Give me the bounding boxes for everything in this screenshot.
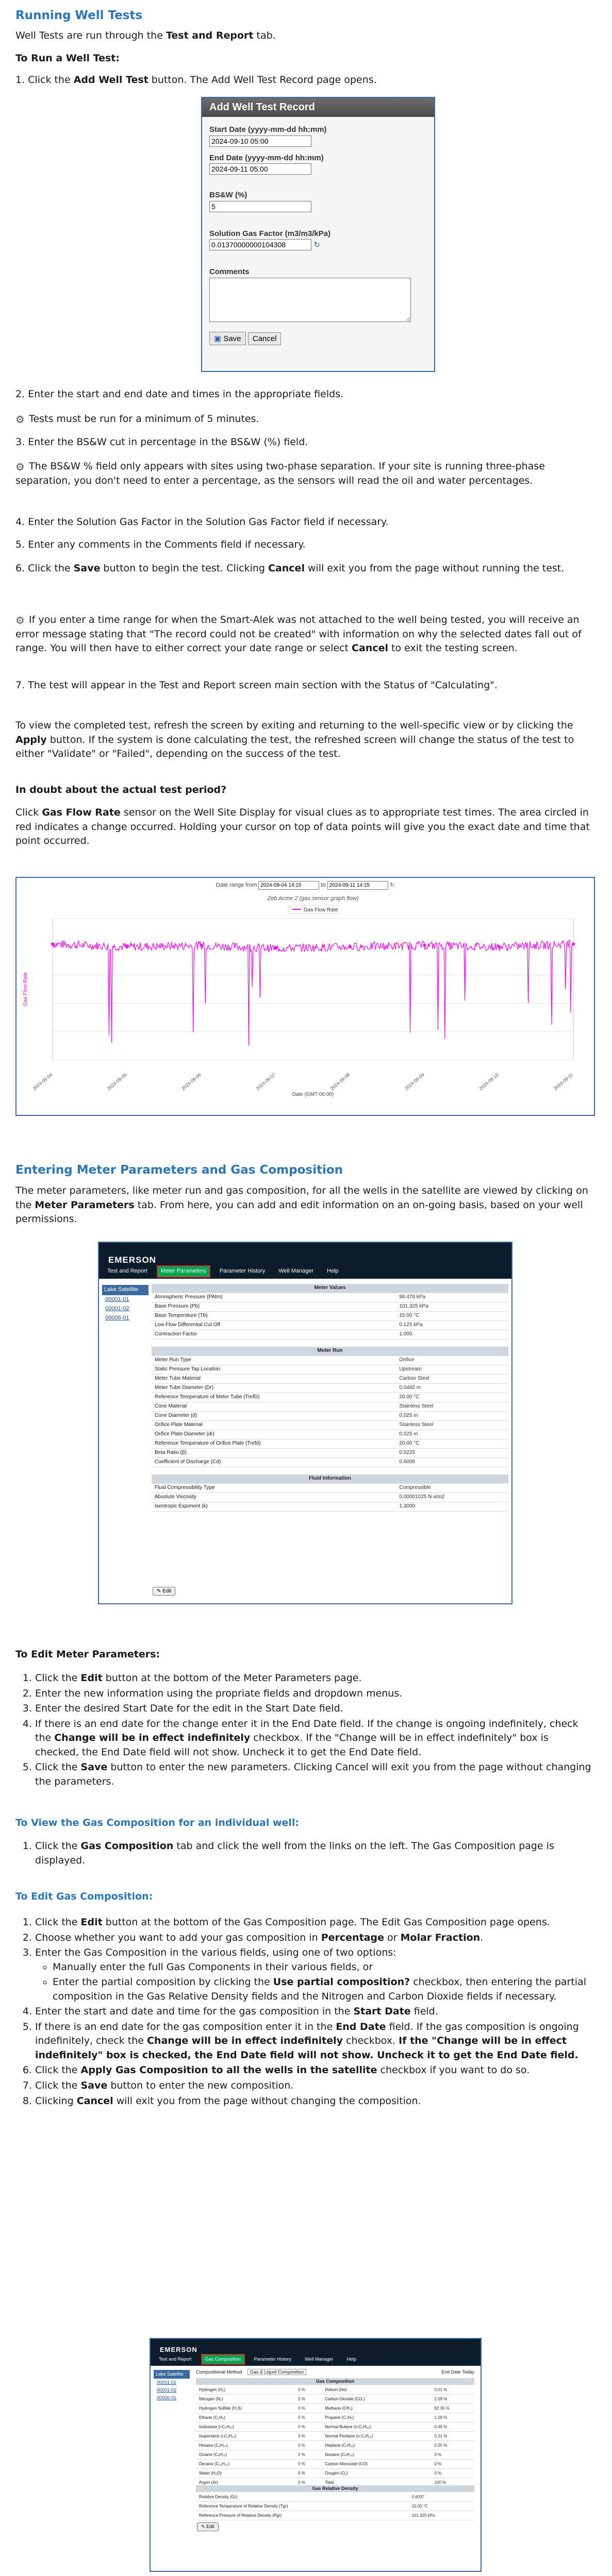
doubt-text: Click Gas Flow Rate sensor on the Well Site Display for visual clues as to appropriate test times. The area circled in red indicates a change occurred. Holding your cursor on top of data points will give you the exact date and time that point occurred. bbox=[15, 807, 590, 847]
param-name: Reference Temperature of Relative Density (Tgr) bbox=[196, 2502, 409, 2511]
x-tick-label: 2024-09-05 bbox=[106, 1072, 128, 1092]
chart-title: Zeb Acme 2 (gas sensor graph flow) bbox=[267, 895, 359, 902]
table-row bbox=[196, 2404, 474, 2413]
end-date-label: End Date Today bbox=[441, 2369, 474, 2375]
param-name: Relative Density (Gr) bbox=[196, 2493, 409, 2502]
param-name: Reference Temperature of Orifice Plate (Trefd) bbox=[152, 1439, 396, 1449]
table-row bbox=[196, 2511, 474, 2520]
table-row bbox=[196, 2385, 474, 2395]
sidebar-well-link[interactable]: 00001-01 bbox=[157, 2380, 177, 2385]
table-row bbox=[152, 1458, 508, 1467]
section-heading-meter: Entering Meter Parameters and Gas Composition bbox=[15, 1163, 343, 1177]
chart-svg bbox=[16, 890, 592, 1106]
gas-step-3a: ◦ Manually enter the full Gas Components in their various fields, or bbox=[53, 1960, 592, 1975]
step-1: 1. Click the Add Well Test button. The Add Well Test Record page opens. bbox=[15, 74, 377, 86]
step-3: 3. Enter the BS&W cut in percentage in the BS&W (%) field. bbox=[15, 436, 308, 448]
data-point bbox=[125, 945, 128, 948]
table-row bbox=[196, 2469, 474, 2478]
table-row bbox=[152, 1302, 508, 1312]
component-value: 0 % bbox=[295, 2404, 322, 2413]
step-6: 6. Click the Save button to begin the test. Clicking Cancel will exit you from the page without running the test. bbox=[15, 563, 565, 574]
section-title: Meter Values bbox=[152, 1284, 508, 1293]
component-value: 0 % bbox=[431, 2450, 474, 2460]
meter-parameters-table bbox=[152, 1284, 508, 1512]
end-date-input[interactable] bbox=[209, 163, 311, 175]
well-sidebar bbox=[102, 1285, 148, 1323]
param-name: Base Pressure (Pb) bbox=[152, 1302, 396, 1312]
cancel-button[interactable]: Cancel bbox=[248, 332, 282, 345]
gas-step-4: 4. Enter the start and date and time for the gas composition in the Start Date field. bbox=[35, 2005, 592, 2019]
component-value: 0.25 % bbox=[431, 2441, 474, 2450]
table-row bbox=[152, 1365, 508, 1375]
section-title: Fluid Information bbox=[152, 1475, 508, 1484]
component-value: 0.01 % bbox=[431, 2385, 474, 2395]
table-row bbox=[152, 1384, 508, 1393]
bsw-input[interactable] bbox=[209, 201, 311, 212]
component-name: Isopentane (i-C₅H₁₂) bbox=[196, 2432, 295, 2441]
x-tick-label: 2024-09-06 bbox=[180, 1072, 202, 1092]
gas-step-7: 7. Click the Save button to enter the new composition. bbox=[35, 2079, 592, 2093]
edit-button[interactable] bbox=[197, 2522, 219, 2531]
param-value: 0.025 m bbox=[396, 1430, 508, 1439]
tab-well-manager[interactable]: Well Manager bbox=[305, 2356, 334, 2362]
component-name: Decane (C₁₀H₂₂) bbox=[196, 2460, 295, 2469]
param-name: Cone Diameter (d) bbox=[152, 1412, 396, 1421]
x-tick-label: 2024-09-04 bbox=[31, 1072, 54, 1092]
tab-well-manager[interactable]: Well Manager bbox=[278, 1268, 313, 1275]
table-row bbox=[152, 1356, 508, 1365]
sidebar-well-link[interactable]: 00001-02 bbox=[105, 1305, 129, 1312]
tab-gas-composition[interactable]: Gas Composition bbox=[202, 2355, 244, 2364]
param-value: 15.00 °C bbox=[396, 1312, 508, 1321]
table-row bbox=[152, 1293, 508, 1302]
param-value: 98.476 kPa bbox=[396, 1293, 508, 1302]
gear-icon: ⚙ bbox=[15, 461, 25, 473]
edit-step bbox=[35, 1702, 592, 1716]
component-name: Argon (Ar) bbox=[196, 2478, 295, 2487]
comments-label: Comments bbox=[209, 267, 250, 276]
table-row bbox=[196, 2422, 474, 2432]
y-axis-label: Gas Flow Rate bbox=[23, 972, 28, 1007]
gas-step-1: 1. Click the Edit button at the bottom of the Gas Composition page. The Edit Gas Composition page opens. bbox=[35, 1916, 592, 1930]
edit-step bbox=[35, 1717, 592, 1760]
step-text: checkbox. If the "Change will be in effect indefinitely" box is checked, the End Date field will not show. Uncheck it to get the End Date field. bbox=[35, 1732, 549, 1758]
table-row bbox=[196, 2502, 474, 2511]
table-row bbox=[196, 2441, 474, 2450]
component-name: Propane (C₃H₈) bbox=[322, 2413, 431, 2422]
component-value: 0 % bbox=[295, 2441, 322, 2450]
component-value: 0 % bbox=[295, 2422, 322, 2432]
table-row bbox=[152, 1312, 508, 1321]
step-bold: Edit bbox=[80, 1672, 103, 1684]
emerson-logo: EMERSON bbox=[160, 2346, 197, 2353]
gas-indiv-step: 1. Click the Gas Composition tab and click the well from the links on the left. The Gas Composition page is displayed. bbox=[35, 1839, 592, 1868]
param-name: Fluid Compressibility Type bbox=[152, 1484, 396, 1493]
sidebar-well-link[interactable]: 00001-02 bbox=[157, 2387, 177, 2393]
param-name: Meter Tube Material bbox=[152, 1375, 396, 1384]
gas-composition-screenshot bbox=[150, 2338, 482, 2572]
component-value: 0 % bbox=[295, 2432, 322, 2441]
to-run-heading: To Run a Well Test: bbox=[15, 53, 120, 64]
add-well-test-dialog bbox=[201, 97, 435, 372]
component-name: Nonane (C₉H₂₀) bbox=[322, 2450, 431, 2460]
gas-indiv-heading: To View the Gas Composition for an individual well: bbox=[15, 1817, 300, 1828]
method-label: Compositional Method bbox=[196, 2369, 242, 2375]
step-5: 5. Enter any comments in the Comments field if necessary. bbox=[15, 539, 306, 550]
component-value: 0 % bbox=[295, 2450, 322, 2460]
param-name: Reference Pressure of Relative Density (Pgr) bbox=[196, 2511, 409, 2520]
component-value: 0 % bbox=[295, 2385, 322, 2395]
dialog-title: Add Well Test Record bbox=[202, 98, 434, 117]
param-name: Static Pressure Tap Location bbox=[152, 1365, 396, 1375]
data-point bbox=[498, 945, 501, 948]
table-row bbox=[152, 1493, 508, 1502]
table-row bbox=[152, 1421, 508, 1430]
step-4: 4. Enter the Solution Gas Factor in the Solution Gas Factor field if necessary. bbox=[15, 516, 389, 528]
section-row bbox=[152, 1475, 508, 1484]
x-tick-label: 2024-09-08 bbox=[329, 1072, 351, 1092]
meter-parameters-screenshot bbox=[98, 1242, 512, 1604]
data-point bbox=[51, 942, 54, 945]
step-2: 2. Enter the start and end date and times in the appropriate fields. bbox=[15, 388, 344, 400]
note-bsw: ⚙ The BS&W % field only appears with sites using two-phase separation. If your site is running three-phase separation, you don't need to enter a percentage, as the sensors will read the oil and water percentages. bbox=[15, 461, 545, 486]
gas-step-2: 2. Choose whether you want to add your gas composition in Percentage or Molar Fraction. bbox=[35, 1931, 592, 1945]
table-row bbox=[152, 1393, 508, 1402]
component-value: 100 % bbox=[431, 2478, 474, 2487]
param-value: 1.000 bbox=[396, 1330, 508, 1340]
step-text: button at the bottom of the Meter Parameters page. bbox=[102, 1672, 362, 1684]
component-name: Oxygen (O₂) bbox=[322, 2469, 431, 2478]
gas-edit-list bbox=[15, 1916, 592, 2109]
param-name: Reference Temperature of Meter Tube (TrefD) bbox=[152, 1393, 396, 1402]
component-name: Helium (He) bbox=[322, 2385, 431, 2395]
component-name: Normal Butane (n-C₄H₁₀) bbox=[322, 2422, 431, 2432]
note-time-range: ⚙ If you enter a time range for when the Smart-Alek was not attached to the well being tested, you will receive an error message stating that "The record could not be created" with information on why the selected dates fall out of range. You will then have to either correct your date range or select Cancel to exit the testing screen. bbox=[15, 614, 582, 654]
x-axis-label: Date (GMT-06:00) bbox=[292, 1092, 334, 1097]
table-row bbox=[152, 1449, 508, 1458]
step-text: Enter the new information using the propriate fields and dropdown menus. bbox=[35, 1687, 403, 1699]
table-row bbox=[196, 2460, 474, 2469]
sidebar-well-link[interactable]: 00006-01 bbox=[105, 1314, 129, 1321]
param-name: Contraction Factor bbox=[152, 1330, 396, 1340]
tab-bar bbox=[104, 1266, 342, 1277]
method-bar bbox=[196, 2369, 474, 2376]
param-name: Base Temperature (Tb) bbox=[152, 1312, 396, 1321]
component-value: 0.49 % bbox=[431, 2422, 474, 2432]
param-name: Beta Ratio (β) bbox=[152, 1449, 396, 1458]
param-value: Stainless Steel bbox=[396, 1402, 508, 1412]
edit-label: Edit bbox=[206, 2524, 214, 2529]
param-value: Carbon Steel bbox=[396, 1375, 508, 1384]
table-row bbox=[152, 1402, 508, 1412]
edit-icon: ✎ bbox=[201, 2524, 205, 2529]
component-name: Isobutane (i-C₄H₁₀) bbox=[196, 2422, 295, 2432]
gas-edit-heading: To Edit Gas Composition: bbox=[15, 1891, 153, 1902]
step-text: button to enter the new parameters. Clicking Cancel will exit you from the page without changing the parameters. bbox=[35, 1761, 591, 1787]
x-tick-label: 2024-09-10 bbox=[478, 1072, 500, 1092]
param-value: 0.025 m bbox=[396, 1412, 508, 1421]
table-row bbox=[196, 2493, 474, 2502]
param-value: 1.3000 bbox=[396, 1502, 508, 1512]
gas-flow-chart-panel bbox=[15, 877, 595, 1116]
component-name: Octane (C₈H₁₈) bbox=[196, 2450, 295, 2460]
gas-section-title: Gas Composition bbox=[196, 2378, 474, 2385]
param-name: Coefficient of Discharge (Cd) bbox=[152, 1458, 396, 1467]
gas-indiv-list bbox=[15, 1839, 592, 1869]
doubt-heading: In doubt about the actual test period? bbox=[15, 784, 227, 795]
component-name: Ethane (C₂H₆) bbox=[196, 2413, 295, 2422]
view-completed: To view the completed test, refresh the screen by exiting and returning to the well-specific view or by clicking the Apply button. If the system is done calculating the test, the refreshed screen will change the status of the test to either "Validate" or "Failed", depending on the success of the test. bbox=[15, 720, 574, 760]
tab-parameter-history[interactable]: Parameter History bbox=[254, 2356, 292, 2362]
component-name: Methane (CH₄) bbox=[322, 2404, 431, 2413]
table-row bbox=[152, 1375, 508, 1384]
well-sidebar bbox=[154, 2370, 190, 2402]
component-value: 0 % bbox=[295, 2478, 322, 2487]
gas-step-8: 8. Clicking Cancel will exit you from the page without changing the composition. bbox=[35, 2094, 592, 2109]
component-value: 0.21 % bbox=[431, 2432, 474, 2441]
param-value: Compressible bbox=[396, 1484, 508, 1493]
component-value: 0 % bbox=[295, 2413, 322, 2422]
app-header bbox=[151, 2339, 481, 2366]
param-value: 101.325 kPa bbox=[409, 2511, 474, 2520]
satellite-label[interactable]: Lake Satellite bbox=[154, 2370, 190, 2379]
component-name: Nitrogen (N₂) bbox=[196, 2395, 295, 2404]
param-value: 0.00001025 N·s/m2 bbox=[396, 1493, 508, 1502]
data-point bbox=[423, 944, 426, 947]
data-point bbox=[349, 945, 352, 948]
gas-step-6: 6. Click the Apply Gas Composition to all the wells in the satellite checkbox if you want to do so. bbox=[35, 2063, 592, 2078]
data-point bbox=[200, 944, 203, 947]
component-name: Hydrogen Sulfide (H₂S) bbox=[196, 2404, 295, 2413]
step-text: If there is an end date for the change enter it in the End Date field. If the change is ongoing indefinitely, check the bbox=[35, 1718, 578, 1744]
to-input[interactable] bbox=[327, 881, 388, 890]
param-value: Orifice bbox=[396, 1356, 508, 1365]
start-date-input[interactable] bbox=[209, 135, 311, 147]
from-input[interactable] bbox=[258, 881, 319, 890]
component-name: Carbon Monoxide (CO) bbox=[322, 2460, 431, 2469]
x-tick-label: 2024-09-11 bbox=[553, 1072, 574, 1091]
param-value: 20.00 °C bbox=[396, 1439, 508, 1449]
param-name: Absolute Viscosity bbox=[152, 1493, 396, 1502]
spacer bbox=[152, 1340, 508, 1347]
component-value: 92.35 % bbox=[431, 2404, 474, 2413]
to-label: to bbox=[321, 882, 326, 888]
sidebar-well-link[interactable]: 00001-01 bbox=[105, 1296, 129, 1302]
tab-test-and-report[interactable]: Test and Report bbox=[159, 2356, 192, 2362]
param-value: 20.00 °C bbox=[396, 1393, 508, 1402]
tab-meter-parameters[interactable]: Meter Parameters bbox=[158, 1266, 209, 1277]
param-value: 0.125 kPa bbox=[396, 1321, 508, 1330]
edit-step bbox=[35, 1687, 592, 1701]
meter-intro: The meter parameters, like meter run and gas composition, for all the wells in the satellite are viewed by clicking on the Meter Parameters tab. From here, you can add and edit information on an on-going basis, based on your well permissions. bbox=[15, 1185, 588, 1225]
sgf-label: Solution Gas Factor (m3/m3/kPa) bbox=[209, 229, 331, 238]
sgf-input[interactable] bbox=[209, 239, 311, 250]
tab-parameter-history[interactable]: Parameter History bbox=[219, 1268, 266, 1275]
component-name: Carbon Dioxide (CO₂) bbox=[322, 2395, 431, 2404]
component-name: Total bbox=[322, 2478, 431, 2487]
from-label: Date range from bbox=[216, 882, 257, 888]
param-value: 101.325 kPa bbox=[396, 1302, 508, 1312]
satellite-label[interactable]: Lake Satellite bbox=[102, 1285, 148, 1295]
section-row bbox=[152, 1347, 508, 1356]
component-name: Heptane (C₇H₁₆) bbox=[322, 2441, 431, 2450]
plot-area bbox=[53, 919, 573, 1060]
section-row bbox=[152, 1284, 508, 1293]
component-value: 0 % bbox=[295, 2395, 322, 2404]
param-name: Atmospheric Pressure (PAtm) bbox=[152, 1293, 396, 1302]
param-name: Isentropic Exponent (k) bbox=[152, 1502, 396, 1512]
table-row bbox=[196, 2432, 474, 2441]
refresh-icon[interactable]: ↻ bbox=[313, 241, 320, 250]
component-value: 0 % bbox=[295, 2460, 322, 2469]
component-name: Water (H₂O) bbox=[196, 2469, 295, 2478]
param-name: Meter Run Type bbox=[152, 1356, 396, 1365]
component-value: 0 % bbox=[431, 2469, 474, 2478]
step-7: 7. The test will appear in the Test and Report screen main section with the Status of "Calculating". bbox=[15, 680, 498, 691]
x-tick-label: 2024-09-07 bbox=[255, 1072, 277, 1092]
tab-bar bbox=[156, 2355, 359, 2364]
edit-step bbox=[35, 1760, 592, 1789]
table-row bbox=[152, 1430, 508, 1439]
table-row bbox=[196, 2413, 474, 2422]
gear-icon: ⚙ bbox=[15, 614, 25, 626]
component-name: Normal Pentane (n-C₅H₁₂) bbox=[322, 2432, 431, 2441]
param-name: Meter Tube Diameter (Dr) bbox=[152, 1384, 396, 1393]
gas-step-3: 3. Enter the Gas Composition in the various fields, using one of two options: ◦ Manually enter the full Gas Components in their various fields, or ◦ Enter the partial composition by clicking the Use partial composition? checkbox, then entering the partial composition in the Gas Relative Density fields and the Nitrogen and Carbon Dioxide fields if necessary. bbox=[35, 1946, 592, 2004]
edit-icon: ✎ bbox=[157, 1588, 161, 1594]
table-row bbox=[152, 1412, 508, 1421]
data-point bbox=[572, 942, 575, 945]
gas-step-3b: ◦ Enter the partial composition by clicking the Use partial composition? checkbox, then entering the partial composition in the Gas Relative Density fields and the Nitrogen and Carbon Dioxide fields if necessary. bbox=[53, 1975, 592, 2004]
save-icon: ▣ bbox=[214, 334, 222, 343]
step-text: Enter the desired Start Date for the edit in the Start Date field. bbox=[35, 1703, 343, 1715]
param-value: 0.5225 bbox=[396, 1449, 508, 1458]
to-edit-heading: To Edit Meter Parameters: bbox=[15, 1649, 160, 1660]
start-date-label: Start Date (yyyy-mm-dd hh:mm) bbox=[209, 125, 327, 134]
edit-step bbox=[35, 1671, 592, 1686]
x-tick-label: 2024-09-09 bbox=[404, 1072, 425, 1092]
component-value: 2.09 % bbox=[431, 2395, 474, 2404]
param-name: Cone Material bbox=[152, 1402, 396, 1412]
step-text: Click the bbox=[35, 1672, 81, 1684]
save-button[interactable] bbox=[209, 332, 246, 345]
param-value: Stainless Steel bbox=[396, 1421, 508, 1430]
tab-help[interactable]: Help bbox=[327, 1268, 339, 1275]
param-name: Low Flow Differential Cut Off bbox=[152, 1321, 396, 1330]
param-value: 0.6000 bbox=[396, 1458, 508, 1467]
component-name: Hexane (C₆H₁₄) bbox=[196, 2441, 295, 2450]
tab-test-and-report[interactable]: Test and Report bbox=[107, 1268, 147, 1275]
tab-help[interactable]: Help bbox=[346, 2356, 356, 2362]
component-value: 0 % bbox=[295, 2469, 322, 2478]
gas-density-title: Gas Relative Density bbox=[196, 2485, 474, 2492]
save-label: Save bbox=[223, 334, 241, 343]
param-value: 0.0482 m bbox=[396, 1384, 508, 1393]
step-text: Click the bbox=[35, 1761, 81, 1773]
gear-icon: ⚙ bbox=[15, 413, 25, 426]
section-title: Meter Run bbox=[152, 1347, 508, 1356]
param-value: 15.00 °C bbox=[409, 2502, 474, 2511]
gas-density-table bbox=[196, 2493, 474, 2520]
table-row bbox=[152, 1502, 508, 1512]
table-row bbox=[152, 1439, 508, 1449]
section-heading-running: Running Well Tests bbox=[15, 9, 143, 22]
edit-steps-list bbox=[15, 1671, 592, 1790]
component-value: 1.28 % bbox=[431, 2413, 474, 2422]
param-value: 0.6037 bbox=[409, 2493, 474, 2502]
app-header bbox=[99, 1243, 511, 1279]
step-bold: Change will be in effect indefinitely bbox=[54, 1732, 251, 1744]
note-minimum: ⚙ Tests must be run for a minimum of 5 minutes. bbox=[15, 413, 259, 426]
running-intro: Well Tests are run through the Test and Report tab. bbox=[15, 30, 276, 41]
table-row bbox=[152, 1321, 508, 1330]
data-point bbox=[274, 947, 277, 950]
step-bold: Save bbox=[80, 1761, 108, 1773]
spacer bbox=[152, 1467, 508, 1475]
emerson-logo: EMERSON bbox=[108, 1255, 156, 1265]
date-range-bar bbox=[16, 878, 594, 890]
table-row bbox=[152, 1484, 508, 1493]
param-name: Orifice Plate Material bbox=[152, 1421, 396, 1430]
param-value: Upstream bbox=[396, 1365, 508, 1375]
method-select[interactable]: Gas & Liquid Composition bbox=[247, 2369, 306, 2375]
gas-composition-table bbox=[196, 2385, 474, 2487]
sidebar-well-link[interactable]: 00006-01 bbox=[157, 2395, 177, 2401]
refresh-icon[interactable]: ↻ bbox=[389, 882, 395, 888]
edit-button[interactable] bbox=[153, 1587, 175, 1596]
table-row bbox=[196, 2450, 474, 2460]
component-value: 0 % bbox=[431, 2460, 474, 2469]
comments-input[interactable] bbox=[209, 278, 411, 322]
gas-step-5: 5. If there is an end date for the gas composition enter it in the End Date field. If the gas composition is ongoing indefinitely, check the Change will be in effect indefinitely checkbox. If the "Change will be in effect indefinitely" box is checked, the End Date field will not show. Uncheck it to get the End Date field. bbox=[35, 2020, 592, 2063]
param-name: Orifice Plate Diameter (dr) bbox=[152, 1430, 396, 1439]
component-name: Hydrogen (H₂) bbox=[196, 2385, 295, 2395]
table-row bbox=[196, 2395, 474, 2404]
legend-label: Gas Flow Rate bbox=[304, 907, 338, 913]
bsw-label: BS&W (%) bbox=[209, 191, 247, 199]
table-row bbox=[152, 1330, 508, 1340]
edit-label: Edit bbox=[162, 1588, 172, 1594]
end-date-label: End Date (yyyy-mm-dd hh:mm) bbox=[209, 153, 324, 162]
